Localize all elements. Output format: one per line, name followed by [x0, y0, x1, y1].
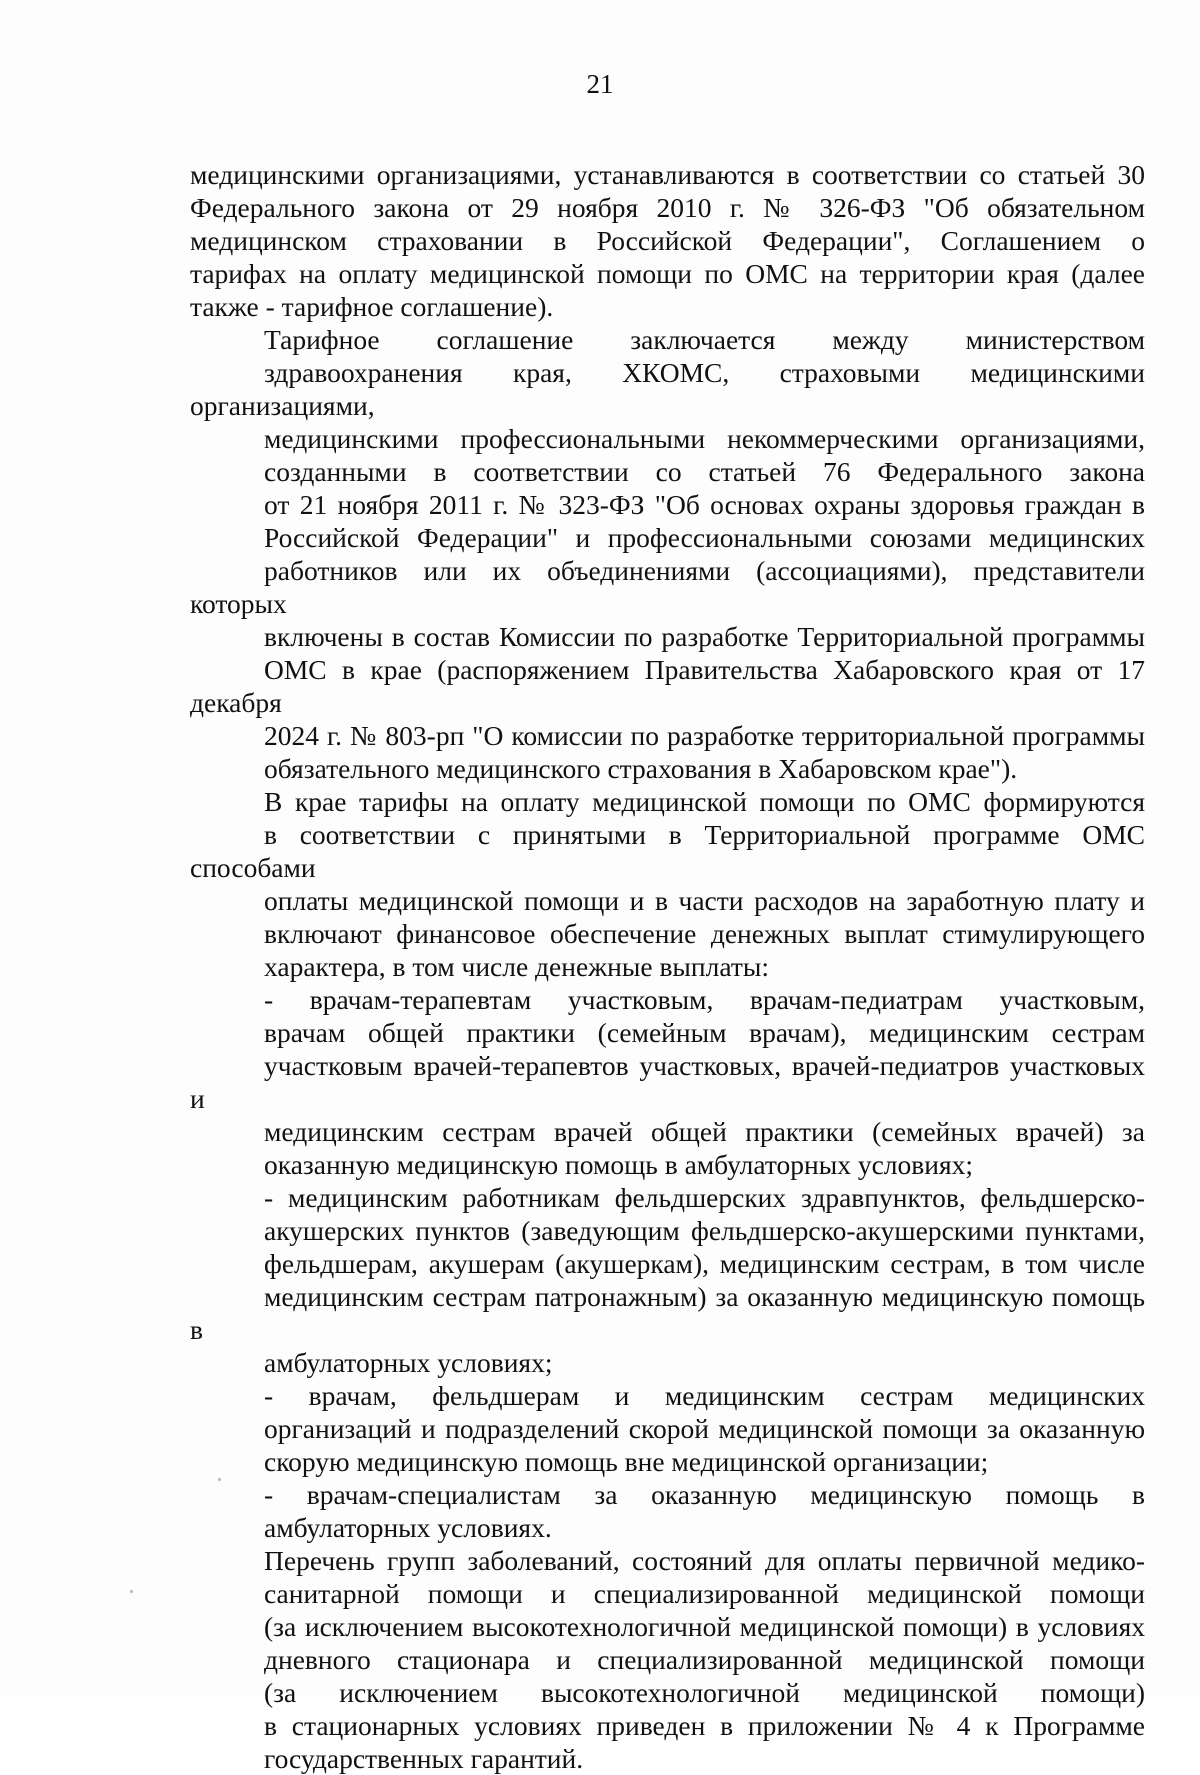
- text-line: - врачам-специалистам за оказанную медицинскую помощь в: [264, 1479, 1145, 1510]
- text-line: включают финансовое обеспечение денежных выплат стимулирующего: [264, 918, 1145, 949]
- text-line: фельдшерам, акушерам (акушеркам), медицинским сестрам, в том числе: [264, 1248, 1145, 1279]
- text-line: медицинскими организациями, устанавливаются в соответствии со статьей 30: [190, 159, 1145, 190]
- text-line: Российской Федерации" и профессиональными союзами медицинских: [264, 522, 1145, 553]
- text-line: медицинским сестрам врачей общей практики (семейных врачей) за: [264, 1116, 1145, 1147]
- text-line: ОМС в крае (распоряжением Правительства Хабаровского края от 17 декабря: [190, 654, 1145, 718]
- text-line: медицинским сестрам патронажным) за оказанную медицинскую помощь в: [190, 1281, 1145, 1345]
- text-line: Тарифное соглашение заключается между министерством: [264, 324, 1145, 355]
- text-line: от 21 ноября 2011 г. № 323-ФЗ "Об основах охраны здоровья граждан в: [264, 489, 1145, 520]
- text-line: - медицинским работникам фельдшерских здравпунктов, фельдшерско-: [264, 1182, 1145, 1213]
- paragraph: [190, 1181, 1145, 1379]
- text-line: Федерального закона от 29 ноября 2010 г. № 326-ФЗ "Об обязательном: [190, 192, 1145, 223]
- text-line: амбулаторных условиях;: [264, 1347, 553, 1378]
- text-line: участковым врачей-терапевтов участковых, врачей-педиатров участковых и: [190, 1050, 1145, 1114]
- paragraph: [190, 983, 1145, 1181]
- text-line: санитарной помощи и специализированной медицинской помощи: [264, 1578, 1145, 1609]
- text-line: медицинском страховании в Российской Федерации", Соглашением о: [190, 225, 1145, 256]
- scan-speck: [218, 1478, 221, 1481]
- text-line: организаций и подразделений скорой медицинской помощи за оказанную: [264, 1413, 1145, 1444]
- text-line: здравоохранения края, ХКОМС, страховыми медицинскими организациями,: [190, 357, 1145, 421]
- paragraph: [190, 785, 1145, 983]
- text-line: акушерских пунктов (заведующим фельдшерско-акушерскими пунктами,: [264, 1215, 1145, 1246]
- paragraph: [190, 1379, 1145, 1478]
- paragraph: [190, 1544, 1145, 1775]
- text-line: тарифах на оплату медицинской помощи по ОМС на территории края (далее: [190, 258, 1145, 289]
- text-line: (за исключением высокотехнологичной медицинской помощи): [264, 1677, 1145, 1708]
- text-line: в стационарных условиях приведен в приложении № 4 к Программе: [264, 1710, 1145, 1741]
- document-body: [190, 158, 1145, 1775]
- text-line: Перечень групп заболеваний, состояний для оплаты первичной медико-: [264, 1545, 1145, 1576]
- text-line: (за исключением высокотехнологичной медицинской помощи) в условиях: [264, 1611, 1145, 1642]
- text-line: скорую медицинскую помощь вне медицинской организации;: [264, 1446, 989, 1477]
- scan-speck: [130, 1590, 133, 1593]
- text-line: созданными в соответствии со статьей 76 Федерального закона: [264, 456, 1145, 487]
- text-line: - врачам-терапевтам участковым, врачам-педиатрам участковым,: [264, 984, 1145, 1015]
- text-line: в соответствии с принятыми в Территориальной программе ОМС способами: [190, 819, 1145, 883]
- paragraph: [190, 1478, 1145, 1544]
- text-line: обязательного медицинского страхования в Хабаровском крае").: [264, 753, 1018, 784]
- text-line: амбулаторных условиях.: [264, 1512, 552, 1543]
- text-line: оказанную медицинскую помощь в амбулаторных условиях;: [264, 1149, 974, 1180]
- text-line: оплаты медицинской помощи и в части расходов на заработную плату и: [264, 885, 1145, 916]
- paragraph: [190, 158, 1145, 323]
- text-line: также - тарифное соглашение).: [190, 291, 554, 322]
- text-line: - врачам, фельдшерам и медицинским сестрам медицинских: [264, 1380, 1145, 1411]
- page-number: 21: [586, 69, 614, 99]
- text-line: 2024 г. № 803-рп "О комиссии по разработке территориальной программы: [264, 720, 1145, 751]
- text-line: работников или их объединениями (ассоциациями), представители которых: [190, 555, 1145, 619]
- text-line: дневного стационара и специализированной медицинской помощи: [264, 1644, 1145, 1675]
- text-line: характера, в том числе денежные выплаты:: [264, 951, 769, 982]
- text-line: включены в состав Комиссии по разработке Территориальной программы: [264, 621, 1145, 652]
- text-line: В крае тарифы на оплату медицинской помощи по ОМС формируются: [264, 786, 1145, 817]
- text-line: медицинскими профессиональными некоммерческими организациями,: [264, 423, 1145, 454]
- text-line: государственных гарантий.: [264, 1743, 584, 1774]
- paragraph: [190, 323, 1145, 785]
- text-line: врачам общей практики (семейным врачам), медицинским сестрам: [264, 1017, 1145, 1048]
